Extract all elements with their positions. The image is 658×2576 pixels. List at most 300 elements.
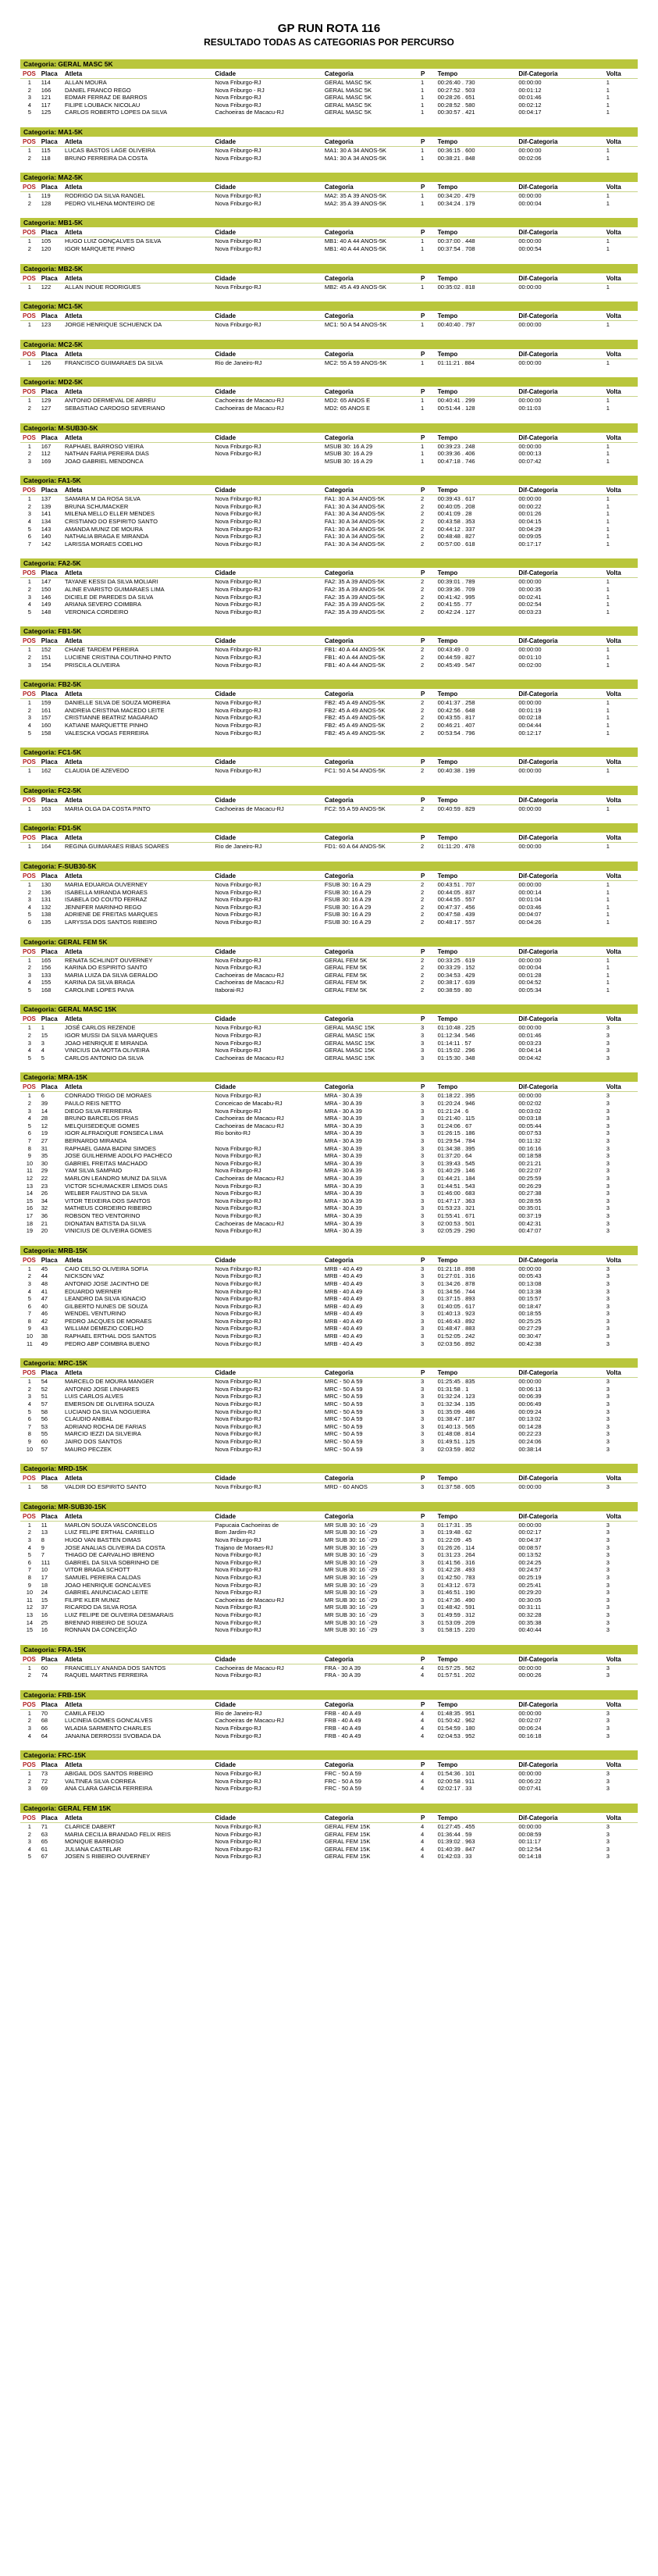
category-header: Categoria: MB2-5K (20, 264, 638, 273)
cell-atleta: MARLON LEANDRO MUNIZ DA SILVA (65, 1174, 167, 1182)
table-row (20, 1386, 638, 1393)
cell-atleta: LUCINEIA GOMES GONCALVES (65, 1717, 153, 1725)
cell-categoria: MRB - 40 A 49 (324, 1272, 363, 1280)
cell-cidade: Nova Friburgo-RJ (215, 79, 261, 86)
cell-tempo: 01:11:20 . 478 (437, 843, 475, 851)
table-row (20, 1566, 638, 1574)
results-table (20, 137, 638, 162)
cell-categoria: FRB - 40 A 49 (324, 1732, 361, 1739)
cell-atleta: RAPHAEL ERTHAL DOS SANTOS (65, 1333, 157, 1340)
table-row (20, 956, 638, 964)
cell-categoria: MRB - 40 A 49 (324, 1317, 363, 1325)
cell-placa: 118 (41, 154, 51, 162)
column-header-pos: POS (20, 1813, 39, 1823)
column-header-dif-categoria: Dif-Categoria (516, 1700, 603, 1710)
cell-atleta: CAROLINE LOPES PAIVA (65, 986, 134, 994)
table-row (20, 1725, 638, 1732)
cell-pos: 4 (27, 1287, 31, 1295)
cell-tempo: 01:42:50 . 783 (437, 1573, 475, 1581)
cell-tempo: 01:58:15 . 220 (437, 1626, 475, 1634)
cell-tempo: 00:33:29 . 152 (437, 964, 475, 972)
cell-percurso: 4 (421, 1830, 425, 1838)
cell-dif-categoria: 00:04:26 (518, 918, 542, 926)
column-header-placa: Placa (39, 947, 62, 957)
cell-categoria: FSUB 30: 16 A 29 (324, 911, 372, 919)
cell-percurso: 2 (421, 578, 425, 586)
cell-dif-categoria: 00:03:23 (518, 1039, 542, 1047)
cell-percurso: 3 (421, 1129, 425, 1137)
cell-tempo: 00:37:00 . 448 (437, 237, 475, 245)
cell-volta: 1 (606, 986, 610, 994)
cell-dif-categoria: 00:13:08 (518, 1279, 542, 1287)
cell-cidade: Nova Friburgo-RJ (215, 502, 261, 510)
cell-percurso: 1 (421, 101, 425, 109)
cell-placa: 60 (41, 1438, 48, 1445)
category-block (20, 1750, 638, 1793)
cell-cidade: Nova Friburgo-RJ (215, 1272, 261, 1280)
cell-volta: 3 (606, 1190, 610, 1197)
cell-volta: 1 (606, 601, 610, 608)
cell-volta: 3 (606, 1830, 610, 1838)
cell-pos: 4 (27, 1732, 31, 1739)
column-header-categoria: Categoria (322, 689, 418, 699)
cell-volta: 3 (606, 1211, 610, 1219)
cell-percurso: 3 (421, 1611, 425, 1618)
cell-dif-categoria: 00:01:28 (518, 971, 542, 979)
cell-volta: 3 (606, 1536, 610, 1543)
cell-atleta: FILIPE KLER MUNIZ (65, 1596, 120, 1604)
table-row (20, 586, 638, 594)
cell-atleta: ALINE EVARISTO GUIMARAES LIMA (65, 586, 165, 594)
column-header-percurso: P (418, 636, 436, 646)
cell-placa: 37 (41, 1604, 48, 1611)
table-row (20, 1137, 638, 1145)
cell-categoria: MRC - 50 A 59 (324, 1430, 363, 1438)
cell-percurso: 2 (421, 510, 425, 518)
cell-volta: 3 (606, 1340, 610, 1347)
category-block (20, 173, 638, 207)
cell-percurso: 2 (421, 608, 425, 615)
cell-cidade: Nova Friburgo - RJ (215, 86, 265, 94)
table-row (20, 1604, 638, 1611)
column-header-pos: POS (20, 636, 39, 646)
cell-placa: 148 (41, 608, 52, 615)
column-header-placa: Placa (39, 1700, 62, 1710)
cell-atleta: IGOR ALFRADIQUE FONSECA LIMA (65, 1129, 164, 1137)
cell-placa: 73 (41, 1770, 48, 1778)
column-header-tempo: Tempo (436, 689, 517, 699)
cell-pos: 5 (27, 1122, 31, 1129)
category-header: Categoria: MD2-5K (20, 377, 638, 387)
column-header-volta: Volta (604, 485, 638, 495)
cell-dif-categoria: 00:01:26 (518, 510, 542, 518)
cell-placa: 29 (41, 1167, 48, 1175)
column-header-percurso: P (418, 833, 436, 843)
column-header-percurso: P (418, 273, 436, 284)
cell-dif-categoria: 00:03:23 (518, 608, 542, 615)
cell-volta: 3 (606, 1823, 610, 1831)
cell-dif-categoria: 00:35:38 (518, 1618, 542, 1626)
cell-percurso: 2 (421, 729, 425, 737)
column-header-pos: POS (20, 757, 39, 767)
table-row (20, 283, 638, 291)
cell-cidade: Nova Friburgo-RJ (215, 956, 261, 964)
column-header-placa: Placa (39, 833, 62, 843)
table-row (20, 1047, 638, 1054)
cell-volta: 3 (606, 1174, 610, 1182)
cell-volta: 3 (606, 1100, 610, 1108)
cell-dif-categoria: 00:28:55 (518, 1197, 542, 1204)
cell-tempo: 01:19:48 . 62 (437, 1529, 472, 1536)
cell-cidade: Nova Friburgo-RJ (215, 1566, 261, 1574)
column-header-categoria: Categoria (322, 1654, 418, 1664)
cell-dif-categoria: 00:00:00 (518, 1664, 542, 1672)
cell-volta: 1 (606, 646, 610, 654)
cell-cidade: Nova Friburgo-RJ (215, 237, 261, 245)
cell-pos: 14 (26, 1190, 34, 1197)
cell-atleta: BRENNO RIBEIRO DE SOUZA (65, 1618, 148, 1626)
cell-pos: 3 (27, 94, 31, 102)
cell-percurso: 2 (421, 880, 425, 888)
cell-placa: 58 (41, 1483, 48, 1491)
cell-placa: 20 (41, 1227, 48, 1235)
table-row (20, 1220, 638, 1228)
category-header: Categoria: FC1-5K (20, 747, 638, 757)
cell-volta: 1 (606, 896, 610, 904)
column-header-dif-categoria: Dif-Categoria (516, 349, 603, 359)
cell-pos: 1 (27, 79, 31, 86)
cell-placa: 15 (41, 1596, 48, 1604)
cell-tempo: 01:46:43 . 892 (437, 1317, 475, 1325)
table-row (20, 458, 638, 466)
column-header-categoria: Categoria (322, 871, 418, 881)
table-row (20, 442, 638, 450)
cell-categoria: MRC - 50 A 59 (324, 1385, 363, 1393)
cell-tempo: 00:41:55 . 77 (437, 601, 472, 608)
cell-atleta: ISABELA DO COUTO FERRAZ (65, 896, 148, 904)
column-header-cidade: Cidade (212, 1700, 322, 1710)
cell-atleta: EDUARDO WERNER (65, 1287, 122, 1295)
cell-tempo: 00:27:52 . 503 (437, 86, 475, 94)
cell-tempo: 02:03:56 . 892 (437, 1340, 475, 1347)
cell-volta: 1 (606, 533, 610, 541)
column-header-percurso: P (418, 1082, 436, 1092)
cell-categoria: FRB - 40 A 49 (324, 1709, 361, 1717)
column-header-pos: POS (20, 349, 39, 359)
column-header-dif-categoria: Dif-Categoria (516, 387, 603, 397)
cell-pos: 2 (27, 199, 31, 207)
cell-placa: 31 (41, 1144, 48, 1152)
cell-cidade: Nova Friburgo-RJ (215, 321, 261, 329)
cell-cidade: Nova Friburgo-RJ (215, 199, 261, 207)
column-header-percurso: P (418, 137, 436, 147)
table-row (20, 1597, 638, 1604)
column-header-atleta: Atleta (62, 69, 212, 79)
table-row (20, 450, 638, 458)
cell-tempo: 00:40:05 . 208 (437, 502, 475, 510)
cell-categoria: MRA - 30 A 39 (324, 1182, 362, 1190)
column-header-tempo: Tempo (436, 227, 517, 237)
column-header-volta: Volta (604, 311, 638, 321)
cell-dif-categoria: 00:00:00 (518, 843, 542, 851)
cell-cidade: Nova Friburgo-RJ (215, 918, 261, 926)
cell-pos: 1 (27, 321, 31, 329)
cell-categoria: MRB - 40 A 49 (324, 1325, 363, 1333)
cell-percurso: 1 (421, 146, 425, 154)
column-header-atleta: Atleta (62, 689, 212, 699)
cell-volta: 1 (606, 404, 610, 412)
category-block (20, 340, 638, 367)
cell-tempo: 01:27:01 . 316 (437, 1272, 475, 1280)
cell-volta: 1 (606, 450, 610, 458)
table-row (20, 707, 638, 715)
cell-cidade: Nova Friburgo-RJ (215, 1483, 261, 1491)
cell-placa: 168 (41, 986, 52, 994)
cell-cidade: Rio bonito-RJ (215, 1129, 251, 1137)
cell-placa: 114 (41, 79, 51, 86)
cell-placa: 26 (41, 1190, 48, 1197)
column-header-placa: Placa (39, 69, 62, 79)
column-header-percurso: P (418, 568, 436, 578)
cell-dif-categoria: 00:00:00 (518, 1483, 542, 1491)
category-block (20, 1464, 638, 1491)
cell-categoria: MRA - 30 A 39 (324, 1137, 362, 1144)
cell-atleta: JOAO HENRIQUE GONCALVES (65, 1581, 151, 1589)
cell-percurso: 2 (421, 767, 425, 775)
cell-dif-categoria: 00:17:17 (518, 540, 542, 548)
cell-cidade: Nova Friburgo-RJ (215, 1732, 261, 1739)
cell-categoria: MRA - 30 A 39 (324, 1152, 362, 1160)
cell-categoria: FB2: 45 A 49 ANOS-5K (324, 706, 386, 714)
column-header-percurso: P (418, 387, 436, 397)
cell-volta: 1 (606, 510, 610, 518)
cell-categoria: FA1: 30 A 34 ANOS-5K (324, 533, 385, 541)
cell-percurso: 2 (421, 495, 425, 503)
cell-tempo: 01:49:51 . 125 (437, 1438, 475, 1445)
cell-tempo: 01:53:23 . 321 (437, 1204, 475, 1212)
cell-pos: 5 (27, 1295, 31, 1303)
cell-percurso: 1 (421, 237, 425, 245)
cell-pos: 1 (27, 646, 31, 654)
cell-volta: 3 (606, 1400, 610, 1408)
results-table (20, 1813, 638, 1861)
column-header-categoria: Categoria (322, 757, 418, 767)
column-header-volta: Volta (604, 1082, 638, 1092)
cell-atleta: PEDRO VILHENA MONTEIRO DE (65, 199, 155, 207)
cell-placa: 18 (41, 1581, 48, 1589)
cell-tempo: 01:57:25 . 562 (437, 1664, 475, 1672)
cell-dif-categoria: 00:15:57 (518, 1295, 542, 1303)
cell-tempo: 01:52:05 . 242 (437, 1333, 475, 1340)
cell-atleta: CARLOS ANTONIO DA SILVA (65, 1054, 144, 1061)
cell-placa: 135 (41, 918, 52, 926)
cell-placa: 67 (41, 1853, 48, 1861)
cell-pos: 13 (26, 1611, 34, 1618)
cell-pos: 3 (27, 1838, 31, 1846)
cell-categoria: MRC - 50 A 59 (324, 1415, 363, 1423)
table-row (20, 495, 638, 503)
cell-categoria: MR SUB 30: 16 ´-29 (324, 1543, 378, 1551)
cell-cidade: Nova Friburgo-RJ (215, 1393, 261, 1400)
cell-volta: 3 (606, 1408, 610, 1415)
results-table (20, 433, 638, 466)
results-table (20, 1511, 638, 1634)
column-header-volta: Volta (604, 69, 638, 79)
table-header-row (20, 485, 638, 495)
cell-tempo: 01:48:08 . 814 (437, 1430, 475, 1438)
cell-tempo: 00:43:58 . 353 (437, 518, 475, 526)
column-header-dif-categoria: Dif-Categoria (516, 833, 603, 843)
cell-percurso: 3 (421, 1144, 425, 1152)
cell-volta: 3 (606, 1287, 610, 1295)
cell-tempo: 01:43:12 . 673 (437, 1581, 475, 1589)
cell-cidade: Nova Friburgo-RJ (215, 101, 261, 109)
table-row (20, 1846, 638, 1854)
cell-tempo: 01:48:47 . 883 (437, 1325, 475, 1333)
cell-placa: 169 (41, 457, 52, 465)
cell-pos: 2 (27, 706, 31, 714)
cell-pos: 5 (27, 1853, 31, 1861)
column-header-dif-categoria: Dif-Categoria (516, 1760, 603, 1770)
cell-percurso: 3 (421, 1378, 425, 1386)
category-header: Categoria: FB1-5K (20, 626, 638, 636)
cell-pos: 1 (27, 1024, 31, 1032)
table-row (20, 1288, 638, 1296)
cell-percurso: 3 (421, 1204, 425, 1212)
category-block (20, 1072, 638, 1234)
cell-tempo: 01:44:21 . 184 (437, 1174, 475, 1182)
table-row (20, 1521, 638, 1529)
cell-volta: 1 (606, 283, 610, 291)
results-table (20, 947, 638, 994)
table-header-row (20, 689, 638, 699)
cell-volta: 1 (606, 971, 610, 979)
cell-pos: 2 (27, 1672, 31, 1679)
column-header-pos: POS (20, 485, 39, 495)
cell-placa: 125 (41, 109, 52, 116)
cell-pos: 1 (27, 1709, 31, 1717)
cell-pos: 9 (27, 1438, 31, 1445)
cell-pos: 12 (26, 1174, 34, 1182)
table-row (20, 578, 638, 586)
cell-cidade: Nova Friburgo-RJ (215, 1581, 261, 1589)
cell-pos: 2 (27, 244, 31, 252)
cell-pos: 5 (27, 986, 31, 994)
cell-atleta: VALDIR DO ESPIRITO SANTO (65, 1483, 147, 1491)
cell-volta: 3 (606, 1092, 610, 1100)
cell-atleta: DANIEL FRANCO REGO (65, 86, 131, 94)
cell-pos: 1 (27, 283, 31, 291)
column-header-atleta: Atleta (62, 485, 212, 495)
cell-atleta: JORGE HENRIQUE SCHUENCK DA (65, 321, 162, 329)
cell-volta: 3 (606, 1393, 610, 1400)
cell-cidade: Nova Friburgo-RJ (215, 1551, 261, 1559)
cell-tempo: 01:40:29 . 146 (437, 1167, 475, 1175)
cell-cidade: Nova Friburgo-RJ (215, 1408, 261, 1415)
cell-percurso: 3 (421, 1558, 425, 1566)
cell-pos: 3 (27, 661, 31, 669)
cell-atleta: JOSÉ CARLOS REZENDE (65, 1024, 136, 1032)
cell-dif-categoria: 00:04:07 (518, 911, 542, 919)
cell-cidade: Nova Friburgo-RJ (215, 1611, 261, 1618)
cell-categoria: FRC - 50 A 59 (324, 1777, 361, 1785)
cell-atleta: CRISTIANO DO ESPIRITO SANTO (65, 518, 158, 526)
table-row (20, 1032, 638, 1040)
cell-placa: 8 (41, 1536, 44, 1543)
cell-volta: 3 (606, 1219, 610, 1227)
cell-tempo: 00:40:41 . 299 (437, 397, 475, 405)
cell-dif-categoria: 00:21:21 (518, 1159, 542, 1167)
results-table (20, 757, 638, 775)
table-row (20, 1265, 638, 1272)
cell-dif-categoria: 00:18:47 (518, 1302, 542, 1310)
cell-pos: 5 (27, 608, 31, 615)
cell-tempo: 01:12:34 . 546 (437, 1032, 475, 1040)
cell-volta: 3 (606, 1709, 610, 1717)
cell-volta: 1 (606, 661, 610, 669)
cell-percurso: 3 (421, 1596, 425, 1604)
cell-percurso: 3 (421, 1415, 425, 1423)
cell-tempo: 01:47:17 . 363 (437, 1197, 475, 1204)
cell-volta: 3 (606, 1265, 610, 1272)
cell-pos: 3 (27, 1536, 31, 1543)
cell-volta: 1 (606, 192, 610, 200)
table-row (20, 1559, 638, 1567)
cell-tempo: 01:18:22 . 395 (437, 1092, 475, 1100)
table-row (20, 1129, 638, 1137)
cell-tempo: 00:51:44 . 128 (437, 404, 475, 412)
cell-dif-categoria: 00:05:44 (518, 1122, 542, 1129)
cell-atleta: GABRIEL ANUNCIACAO LEITE (65, 1589, 148, 1597)
cell-percurso: 1 (421, 404, 425, 412)
table-header-row (20, 568, 638, 578)
cell-cidade: Nova Friburgo-RJ (215, 1845, 261, 1853)
cell-percurso: 3 (421, 1115, 425, 1122)
cell-tempo: 00:44:55 . 557 (437, 896, 475, 904)
table-header-row (20, 1473, 638, 1483)
cell-percurso: 3 (421, 1333, 425, 1340)
cell-cidade: Nova Friburgo-RJ (215, 721, 261, 729)
column-header-categoria: Categoria (322, 1368, 418, 1378)
cell-tempo: 01:21:18 . 898 (437, 1265, 475, 1272)
cell-pos: 7 (27, 1310, 31, 1318)
column-header-volta: Volta (604, 1813, 638, 1823)
cell-atleta: CLAUDIO ANIBAL (65, 1415, 113, 1423)
category-header: Categoria: FB2-5K (20, 680, 638, 689)
cell-categoria: GERAL MASC 15K (324, 1039, 375, 1047)
category-block (20, 218, 638, 252)
cell-placa: 111 (41, 1558, 51, 1566)
table-row (20, 321, 638, 329)
table-row (20, 155, 638, 162)
cell-atleta: BERNARDO MIRANDA (65, 1137, 127, 1144)
cell-cidade: Cachoeiras de Macacu-RJ (215, 1596, 284, 1604)
cell-tempo: 01:29:54 . 784 (437, 1137, 475, 1144)
cell-dif-categoria: 00:14:18 (518, 1853, 542, 1861)
cell-dif-categoria: 00:16:16 (518, 1144, 542, 1152)
cell-cidade: Nova Friburgo-RJ (215, 896, 261, 904)
cell-categoria: MR SUB 30: 16 ´-29 (324, 1551, 378, 1559)
cell-percurso: 4 (421, 1823, 425, 1831)
cell-volta: 3 (606, 1618, 610, 1626)
cell-cidade: Nova Friburgo-RJ (215, 608, 261, 615)
cell-cidade: Nova Friburgo-RJ (215, 1830, 261, 1838)
cell-pos: 1 (27, 880, 31, 888)
table-row (20, 1167, 638, 1175)
column-header-tempo: Tempo (436, 757, 517, 767)
cell-tempo: 00:38:21 . 848 (437, 154, 475, 162)
column-header-percurso: P (418, 871, 436, 881)
